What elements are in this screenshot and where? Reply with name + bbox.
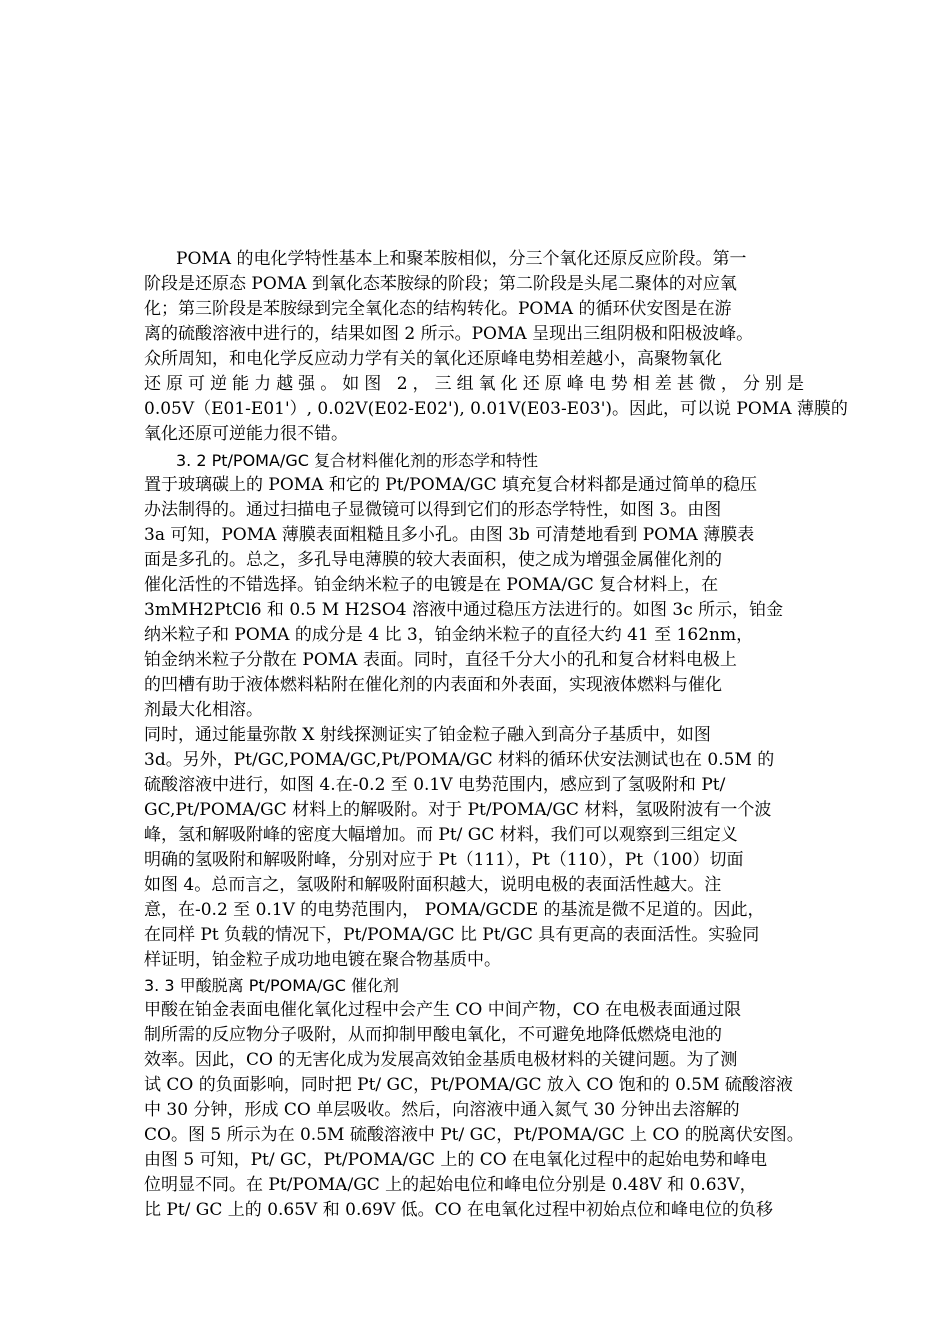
paragraph-line: 3a 可知，POMA 薄膜表面粗糙且多小孔。由图 3b 可清楚地看到 POMA 薄膜表 bbox=[144, 525, 755, 545]
paragraph-line: 硫酸溶液中进行，如图 4.在-0.2 至 0.1V 电势范围内，感应到了氢吸附和 Pt/ bbox=[144, 775, 726, 795]
paragraph-line: CO。图 5 所示为在 0.5M 硫酸溶液中 Pt/ GC，Pt/POMA/GC 上 CO 的脱离伏安图。 bbox=[144, 1125, 804, 1145]
paragraph-line: 中 30 分钟，形成 CO 单层吸收。然后，向溶液中通入氮气 30 分钟出去溶解的 bbox=[144, 1100, 740, 1120]
paragraph-line: 样证明，铂金粒子成功地电镀在聚合物基质中。 bbox=[144, 950, 501, 970]
paragraph-line: 纳米粒子和 POMA 的成分是 4 比 3，铂金纳米粒子的直径大约 41 至 162nm， bbox=[144, 625, 754, 645]
paragraph-line: 阶段是还原态 POMA 到氧化态苯胺绿的阶段；第二阶段是头尾二聚体的对应氧 bbox=[144, 274, 737, 294]
paragraph-line: 效率。因此，CO 的无害化成为发展高效铂金基质电极材料的关键问题。为了测 bbox=[144, 1050, 738, 1070]
paragraph-line: 试 CO 的负面影响，同时把 Pt/ GC，Pt/POMA/GC 放入 CO 饱和的 0.5M 硫酸溶液 bbox=[144, 1075, 793, 1095]
paragraph-line: 制所需的反应物分子吸附，从而抑制甲酸电氧化，不可避免地降低燃烧电池的 bbox=[144, 1025, 722, 1045]
paragraph-line: 氧化还原可逆能力很不错。 bbox=[144, 424, 348, 444]
paragraph-line: 置于玻璃碳上的 POMA 和它的 Pt/POMA/GC 填充复合材料都是通过简单的稳压 bbox=[144, 475, 758, 495]
paragraph-line: 的凹槽有助于液体燃料粘附在催化剂的内表面和外表面，实现液体燃料与催化 bbox=[144, 675, 722, 695]
paragraph-line: 剂最大化相溶。 bbox=[144, 700, 263, 720]
paragraph-line: POMA 的电化学特性基本上和聚苯胺相似，分三个氧化还原反应阶段。第一 bbox=[176, 249, 747, 269]
paragraph-line: 0.05V（E01-E01'）, 0.02V(E02-E02'), 0.01V(E03-E03')。因此，可以说 POMA 薄膜的 bbox=[144, 399, 848, 419]
paragraph-line: 铂金纳米粒子分散在 POMA 表面。同时，直径千分大小的孔和复合材料电极上 bbox=[144, 650, 737, 670]
paragraph-line: 众所周知，和电化学反应动力学有关的氧化还原峰电势相差越小，高聚物氧化 bbox=[144, 349, 722, 369]
paragraph-line: 在同样 Pt 负载的情况下，Pt/POMA/GC 比 Pt/GC 具有更高的表面活性。实验同 bbox=[144, 925, 760, 945]
paragraph-line: 比 Pt/ GC 上的 0.65V 和 0.69V 低。CO 在电氧化过程中初始点位和峰电位的负移 bbox=[144, 1200, 774, 1220]
paragraph-line: GC,Pt/POMA/GC 材料上的解吸附。对于 Pt/POMA/GC 材料，氢吸附波有一个波 bbox=[144, 800, 772, 820]
paragraph-line: 化；第三阶段是苯胺绿到完全氧化态的结构转化。POMA 的循环伏安图是在游 bbox=[144, 299, 732, 319]
paragraph-line: 离的硫酸溶液中进行的，结果如图 2 所示。POMA 呈现出三组阴极和阳极波峰。 bbox=[144, 324, 754, 344]
paragraph-line: 办法制得的。通过扫描电子显微镜可以得到它们的形态学特性，如图 3。由图 bbox=[144, 500, 722, 520]
paragraph-line: 3mMH2PtCl6 和 0.5 M H2SO4 溶液中通过稳压方法进行的。如图 3c 所示，铂金 bbox=[144, 600, 784, 620]
section-heading: 3. 2 Pt/POMA/GC 复合材料催化剂的形态学和特性 bbox=[176, 451, 538, 470]
paragraph-line: 面是多孔的。总之，多孔导电薄膜的较大表面积，使之成为增强金属催化剂的 bbox=[144, 550, 722, 570]
paragraph-line: 如图 4。总而言之，氢吸附和解吸附面积越大，说明电极的表面活性越大。注 bbox=[144, 875, 722, 895]
paragraph-line: 3d。另外，Pt/GC,POMA/GC,Pt/POMA/GC 材料的循环伏安法测试也在 0.5M 的 bbox=[144, 750, 775, 770]
paragraph-line: 意，在-0.2 至 0.1V 的电势范围内， POMA/GCDE 的基流是微不足道的。因此， bbox=[144, 900, 765, 920]
paragraph-line: 甲酸在铂金表面电催化氧化过程中会产生 CO 中间产物，CO 在电极表面通过限 bbox=[144, 1000, 742, 1020]
paragraph-line: 位明显不同。在 Pt/POMA/GC 上的起始电位和峰电位分别是 0.48V 和 0.63V， bbox=[144, 1175, 757, 1195]
section-heading: 3. 3 甲酸脱离 Pt/POMA/GC 催化剂 bbox=[144, 976, 400, 995]
paragraph-line: 催化活性的不错选择。铂金纳米粒子的电镀是在 POMA/GC 复合材料上，在 bbox=[144, 575, 719, 595]
paragraph-line: 由图 5 可知，Pt/ GC，Pt/POMA/GC 上的 CO 在电氧化过程中的起始电势和峰电 bbox=[144, 1150, 768, 1170]
paragraph-line: 同时，通过能量弥散 X 射线探测证实了铂金粒子融入到高分子基质中，如图 bbox=[144, 725, 711, 745]
paragraph-line: 明确的氢吸附和解吸附峰，分别对应于 Pt（111），Pt（110），Pt（100）切面 bbox=[144, 850, 744, 870]
paragraph-line: 还原可逆能力越强。如图 2，三组氧化还原峰电势相差甚微，分别是 bbox=[144, 374, 804, 394]
paragraph-line: 峰，氢和解吸附峰的密度大幅增加。而 Pt/ GC 材料，我们可以观察到三组定义 bbox=[144, 825, 738, 845]
